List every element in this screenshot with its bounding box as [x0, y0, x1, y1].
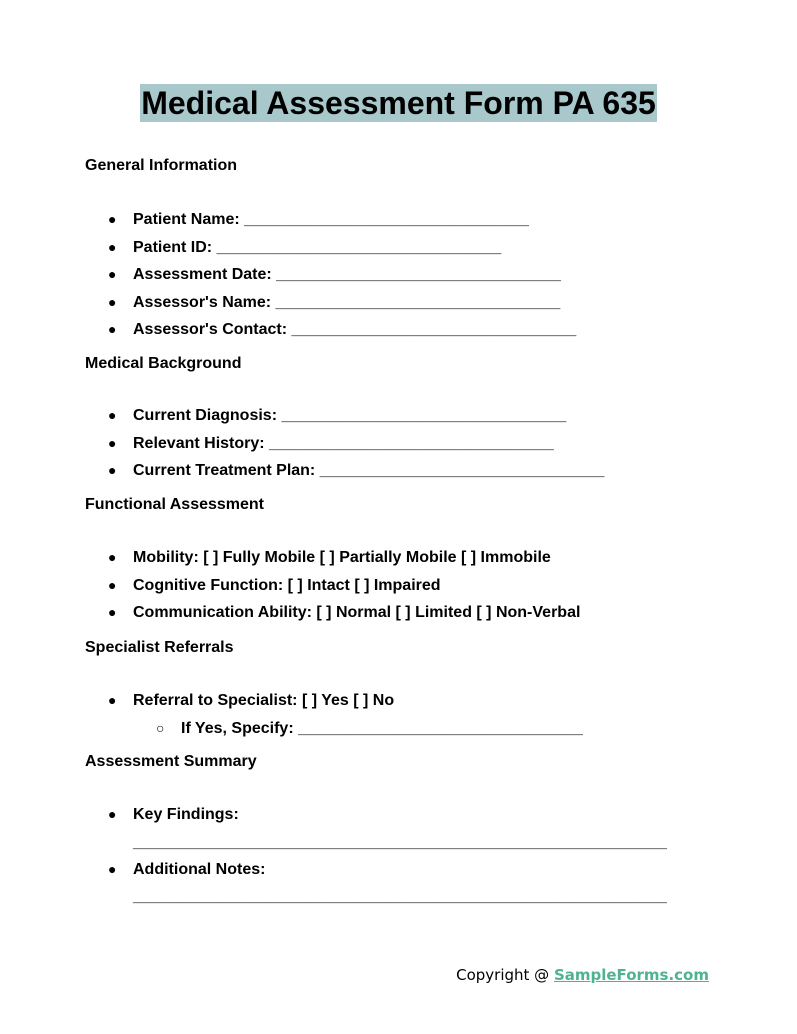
section-general-information — [85, 156, 725, 344]
treatment-plan-field[interactable]: Current Treatment Plan: ________________________________ — [133, 462, 605, 479]
key-findings-line[interactable]: ____________________________________________________________ — [133, 833, 667, 851]
list-item — [85, 544, 725, 572]
bullet-icon: ● — [108, 692, 117, 708]
additional-notes-line[interactable]: ____________________________________________________________ — [133, 888, 667, 905]
specify-referral-field[interactable]: If Yes, Specify: ________________________________ — [181, 719, 583, 737]
list-item — [85, 430, 725, 458]
list-item — [85, 801, 725, 829]
specialist-referrals-list — [85, 687, 725, 715]
section-heading: Medical Background — [85, 355, 242, 372]
mobility-options[interactable]: Mobility: [ ] Fully Mobile [ ] Partially Mobile [ ] Immobile — [133, 549, 551, 566]
brand-link[interactable]: SampleForms.com — [553, 966, 709, 984]
list-item — [85, 402, 725, 430]
communication-ability-options[interactable]: Communication Ability: [ ] Normal [ ] Limited [ ] Non-Verbal — [133, 604, 581, 621]
list-item — [85, 687, 725, 715]
copyright-text: Copyright @ — [456, 966, 554, 984]
section-medical-background — [85, 354, 725, 485]
list-item — [85, 599, 725, 627]
assessor-contact-field[interactable]: Assessor's Contact: ________________________________ — [133, 321, 577, 338]
bullet-icon: ● — [108, 860, 117, 877]
list-item — [85, 856, 725, 884]
functional-assessment-list — [85, 544, 725, 627]
hollow-bullet-icon: ○ — [156, 719, 165, 736]
sub-list-item — [85, 715, 725, 743]
general-info-list — [85, 206, 725, 344]
section-heading: General Information — [85, 157, 238, 174]
footer-copyright — [456, 966, 709, 984]
bullet-icon: ● — [108, 238, 117, 255]
bullet-icon: ● — [108, 806, 117, 822]
additional-notes-label: Additional Notes: — [133, 860, 266, 878]
section-heading: Functional Assessment — [85, 496, 265, 513]
section-assessment-summary — [85, 752, 725, 910]
bullet-icon: ● — [108, 407, 117, 423]
medical-background-list — [85, 402, 725, 485]
current-diagnosis-field[interactable]: Current Diagnosis: ________________________________ — [133, 407, 567, 424]
bullet-icon: ● — [108, 549, 117, 565]
section-heading: Assessment Summary — [85, 753, 257, 770]
patient-id-field[interactable]: Patient ID: ________________________________ — [133, 238, 502, 256]
list-item — [85, 316, 725, 344]
patient-name-field[interactable]: Patient Name: ________________________________ — [133, 211, 529, 228]
bullet-icon: ● — [108, 576, 117, 593]
list-item — [85, 572, 725, 600]
key-findings-label: Key Findings: — [133, 806, 239, 823]
bullet-icon: ● — [108, 293, 117, 310]
bullet-icon: ● — [108, 211, 117, 227]
cognitive-function-options[interactable]: Cognitive Function: [ ] Intact [ ] Impaired — [133, 576, 441, 594]
section-specialist-referrals — [85, 638, 725, 742]
list-item — [85, 234, 725, 262]
referral-options[interactable]: Referral to Specialist: [ ] Yes [ ] No — [133, 692, 395, 709]
bullet-icon: ● — [108, 266, 117, 282]
title-wrap — [0, 84, 797, 122]
relevant-history-field[interactable]: Relevant History: ________________________________ — [133, 434, 554, 452]
page-title: Medical Assessment Form PA 635 — [141, 85, 656, 121]
bullet-icon: ● — [108, 462, 117, 478]
assessment-summary-list — [85, 801, 725, 829]
list-item — [85, 206, 725, 234]
bullet-icon: ● — [108, 434, 117, 451]
section-functional-assessment — [85, 495, 725, 627]
assessment-summary-list-2 — [85, 856, 725, 884]
bullet-icon: ● — [108, 321, 117, 337]
list-item — [85, 289, 725, 317]
section-heading: Specialist Referrals — [85, 639, 234, 656]
assessor-name-field[interactable]: Assessor's Name: ________________________________ — [133, 293, 561, 311]
assessment-date-field[interactable]: Assessment Date: ________________________________ — [133, 266, 561, 283]
list-item — [85, 457, 725, 485]
bullet-icon: ● — [108, 604, 117, 620]
list-item — [85, 261, 725, 289]
